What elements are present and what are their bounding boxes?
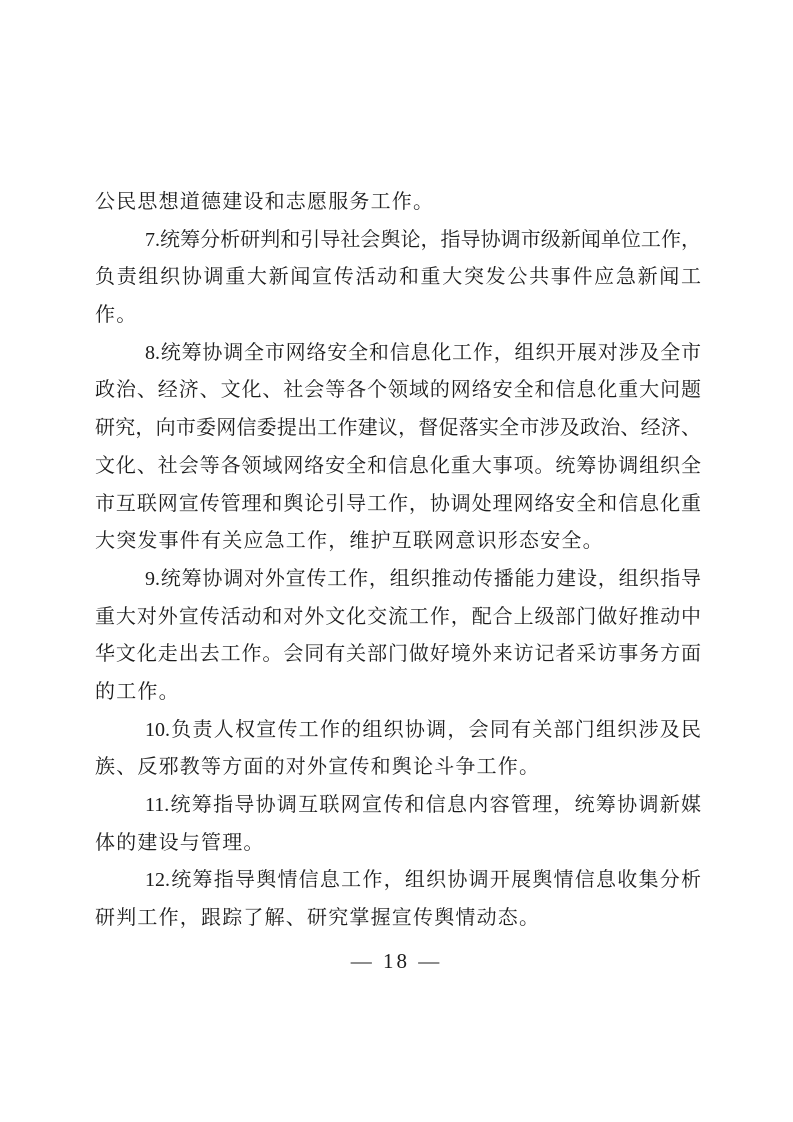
- paragraph-item-9: [95, 561, 701, 712]
- text-line: 12.统筹指导舆情信息工作，组织协调开展舆情信息收集分析: [145, 869, 701, 892]
- text-line: 负责组织协调重大新闻宣传活动和重大突发公共事件应急新闻工: [95, 266, 701, 289]
- text-line: 研判工作，跟踪了解、研究掌握宣传舆情动态。: [95, 907, 541, 930]
- paragraph-item-10: [95, 712, 701, 787]
- text-line: 10.负责人权宣传工作的组织协调，会同有关部门组织涉及民: [145, 718, 701, 741]
- paragraph-item-7: [95, 222, 701, 335]
- text-line: 11.统筹指导协调互联网宣传和信息内容管理，统筹协调新媒: [145, 794, 701, 816]
- text-line: 族、反邪教等方面的对外宣传和舆论斗争工作。: [95, 756, 541, 779]
- text-line: 作。: [95, 304, 138, 327]
- text-line: 研究，向市委网信委提出工作建议，督促落实全市涉及政治、经济、: [95, 417, 701, 440]
- text-line: 文化、社会等各领域网络安全和信息化重大事项。统筹协调组织全: [95, 454, 701, 477]
- text-line: 政治、经济、文化、社会等各个领域的网络安全和信息化重大问题: [95, 379, 701, 402]
- text-line: 大突发事件有关应急工作，维护互联网意识形态安全。: [95, 530, 604, 553]
- paragraph-continuation: [95, 184, 701, 222]
- text-line: 9.统筹协调对外宣传工作，组织推动传播能力建设，组织指导: [145, 567, 701, 590]
- text-line: 8.统筹协调全市网络安全和信息化工作，组织开展对涉及全市: [145, 341, 701, 364]
- text-line: 市互联网宣传管理和舆论引导工作，协调处理网络安全和信息化重: [95, 492, 701, 515]
- paragraph-item-11: [95, 787, 701, 862]
- text-line: 重大对外宣传活动和对外文化交流工作，配合上级部门做好推动中: [95, 605, 701, 628]
- text-line: 7.统筹分析研判和引导社会舆论，指导协调市级新闻单位工作，: [145, 228, 701, 251]
- text-line: 公民思想道德建设和志愿服务工作。: [95, 191, 435, 213]
- paragraph-item-12: [95, 862, 701, 937]
- paragraph-item-8: [95, 335, 701, 561]
- text-line: 华文化走出去工作。会同有关部门做好境外来访记者采访事务方面: [95, 643, 701, 666]
- page-number: — 18 —: [350, 949, 443, 973]
- text-line: 体的建设与管理。: [95, 831, 265, 854]
- text-line: 的工作。: [95, 680, 180, 703]
- body-text: [95, 184, 701, 938]
